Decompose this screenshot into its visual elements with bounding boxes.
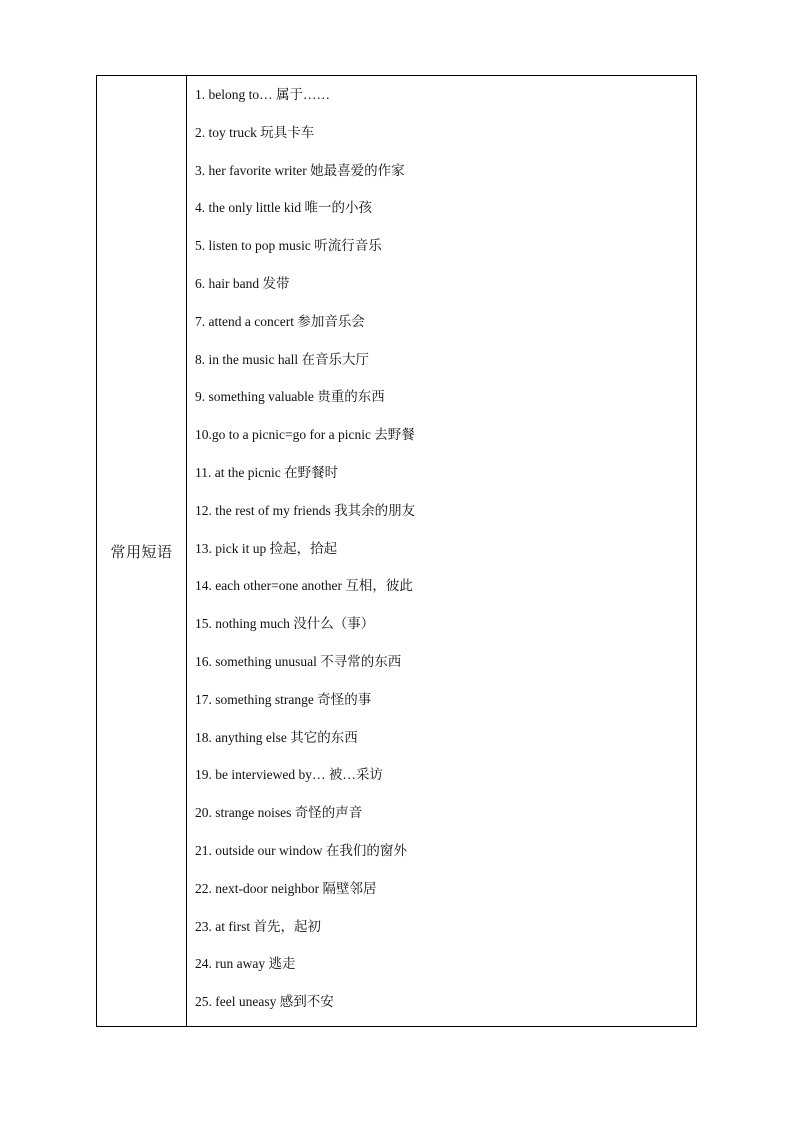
phrase-item: 8. in the music hall 在音乐大厅 [195,351,369,367]
phrase-item: 2. toy truck 玩具卡车 [195,124,315,140]
phrase-table [96,75,697,1027]
phrase-item: 5. listen to pop music 听流行音乐 [195,238,382,254]
phrase-item: 14. each other=one another 互相，彼此 [195,578,413,594]
phrase-item: 10.go to a picnic=go for a picnic 去野餐 [195,427,415,443]
phrase-item: 15. nothing much 没什么（事） [195,616,375,632]
phrase-item: 11. at the picnic 在野餐时 [195,464,339,480]
phrase-item: 19. be interviewed by… 被…采访 [195,767,383,783]
phrase-item: 20. strange noises 奇怪的声音 [195,805,363,821]
phrase-item: 25. feel uneasy 感到不安 [195,994,334,1010]
phrase-item: 4. the only little kid 唯一的小孩 [195,200,372,216]
phrase-item: 12. the rest of my friends 我其余的朋友 [195,502,416,518]
phrase-item: 1. belong to… 属于…… [195,87,330,102]
category-cell [97,76,187,1026]
phrase-item: 16. something unusual 不寻常的东西 [195,653,402,669]
phrase-item: 18. anything else 其它的东西 [195,729,358,745]
phrase-item: 17. something strange 奇怪的事 [195,691,372,707]
phrase-list [187,76,696,1026]
phrase-item: 3. her favorite writer 她最喜爱的作家 [195,162,405,178]
phrase-item: 23. at first 首先，起初 [195,918,321,934]
phrase-item: 9. something valuable 贵重的东西 [195,389,385,405]
phrase-item: 21. outside our window 在我们的窗外 [195,842,407,858]
phrase-item: 13. pick it up 捡起，拾起 [195,540,338,556]
phrase-item: 22. next-door neighbor 隔壁邻居 [195,880,377,896]
phrase-item: 7. attend a concert 参加音乐会 [195,313,365,329]
phrase-item: 6. hair band 发带 [195,275,290,291]
phrase-item: 24. run away 逃走 [195,956,296,972]
category-label: 常用短语 [110,542,173,561]
